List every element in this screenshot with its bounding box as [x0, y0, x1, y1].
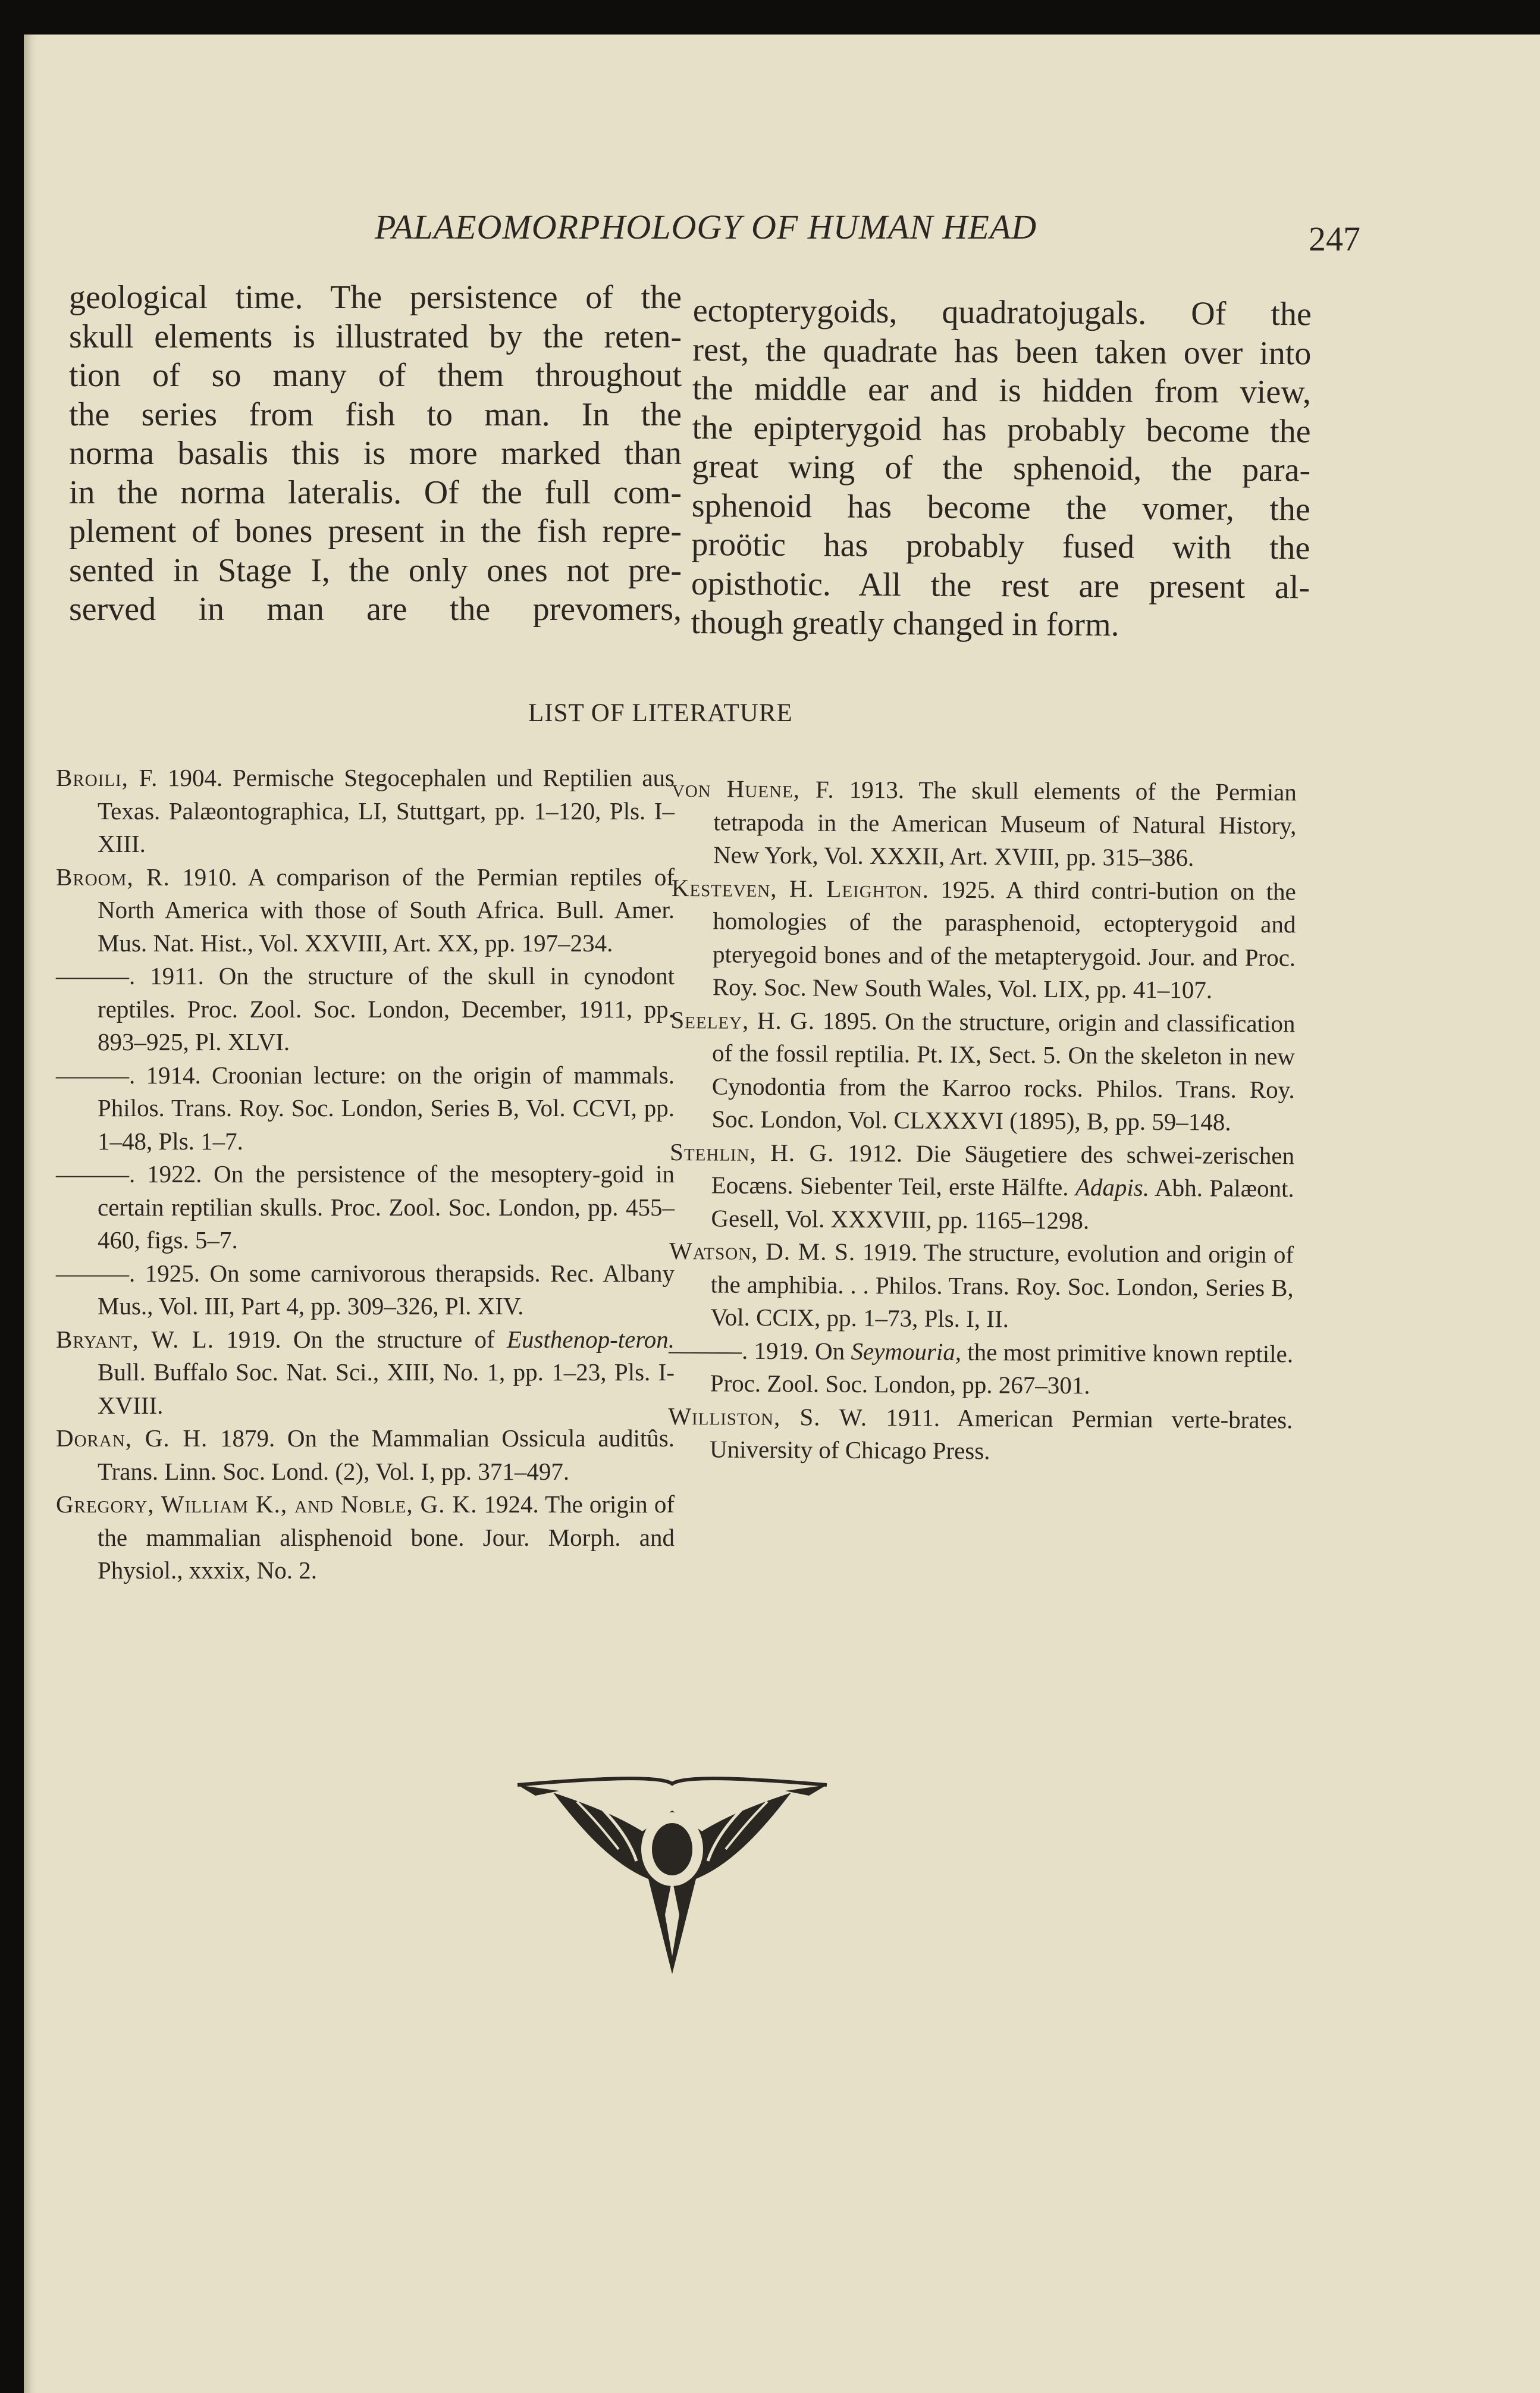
reference-author: Broom, R. [56, 863, 170, 891]
reference-author: Gregory, William K., and Noble, G. K. [56, 1490, 478, 1518]
reference-text-pre: 1912. Die Säugetiere des schwei-zerischen Eocæns. Siebenter Teil, erste Hälfte. [711, 1139, 1295, 1201]
reference-author: ——— [668, 1336, 742, 1364]
literature-heading: LIST OF LITERATURE [528, 699, 793, 727]
text-line: geological time. The persistence of the [69, 279, 682, 316]
reference-author: ——— [56, 1061, 129, 1089]
reference-text: 1924. The origin of the mammalian alisphenoid bone. Jour. Morph. and Physiol., xxxix, No. 2. [98, 1490, 675, 1584]
reference-italic-title: Seymouria, [851, 1337, 962, 1365]
reference-author: Williston, S. W. [668, 1402, 868, 1431]
decorative-tailpiece-ornament [512, 1760, 833, 1980]
body-text-right-column [691, 292, 1312, 646]
reference-text: Bull. Buffalo Soc. Nat. Sci., XIII, No. 1, pp. 1–23, Pls. I-XVIII. [98, 1358, 675, 1419]
reference-entry [56, 762, 675, 861]
reference-text: . 1922. On the persistence of the mesoptery-goid in certain reptilian skulls. Proc. Zool. Soc. London, pp. 455–460, figs. 5–7. [98, 1160, 675, 1254]
reference-author: von Huene, F. [672, 774, 835, 803]
reference-entry [669, 1235, 1294, 1338]
reference-text: 1925. A third contri-bution on the homologies of the parasphenoid, ectopterygoid and pteryegoid bones and of the metapterygoid. Jour. and Proc. Roy. Soc. New South Wales, Vol. LIX, pp. 41–107. [712, 875, 1296, 1004]
reference-entry [56, 960, 675, 1059]
reference-entry [670, 1003, 1295, 1139]
text-line: opisthotic. All the rest are present al- [691, 565, 1310, 606]
reference-author: ——— [56, 962, 129, 989]
reference-text: Abh. Palæont. Gesell, Vol. XXXVIII, pp. 1165–1298. [711, 1173, 1294, 1234]
reference-text: the most primitive known reptile. Proc. Zool. Soc. London, pp. 267–301. [710, 1338, 1294, 1399]
reference-italic-title: Eusthenop-teron. [507, 1325, 675, 1353]
text-line: norma basalis this is more marked than [69, 435, 682, 472]
book-page [24, 35, 1540, 2393]
reference-author: Doran, G. H. [56, 1424, 208, 1452]
reference-author: Watson, D. M. S. [669, 1236, 856, 1266]
reference-italic-title: Adapis. [1075, 1173, 1150, 1201]
reference-entry [56, 1059, 675, 1158]
reference-text: 1895. On the structure, origin and classification of the fossil reptilia. Pt. IX, Sect. 5. On the skeleton in new Cynodontia from the Karroo rocks. Philos. Trans. Roy. Soc. London, Vol. CLXXXVI (1895), B, pp. 59–148. [711, 1007, 1296, 1136]
reference-text: . 1914. Croonian lecture: on the origin of mammals. Philos. Trans. Roy. Soc. London, Series B, Vol. CCVI, pp. 1–48, Pls. 1–7. [98, 1061, 675, 1155]
text-line: rest, the quadrate has been taken over into [692, 331, 1312, 372]
text-line: sented in Stage I, the only ones not pre- [69, 552, 682, 589]
reference-text-pre: 1919. On the structure of [226, 1325, 507, 1353]
reference-text: . 1911. On the structure of the skull in cynodont reptiles. Proc. Zool. Soc. London, December, 1911, pp. 893–925, Pl. XLVI. [98, 962, 675, 1055]
reference-author: ——— [56, 1160, 129, 1188]
reference-entry [669, 1135, 1294, 1238]
references-right-column [668, 772, 1297, 1470]
text-line: sphenoid has become the vomer, the [691, 487, 1310, 528]
reference-text: 1910. A comparison of the Permian reptiles of North America with those of South Africa. Bull. Amer. Mus. Nat. Hist., Vol. XXVIII, Art. XX, pp. 197–234. [98, 863, 675, 957]
reference-entry [56, 1158, 675, 1257]
reference-author: Broili, F. [56, 764, 158, 791]
reference-author: Stehlin, H. G. [669, 1138, 835, 1167]
reference-entry [56, 1422, 675, 1488]
text-line: plement of bones present in the fish repre- [69, 513, 682, 550]
reference-text-pre: . 1919. On [741, 1336, 851, 1365]
reference-text: . 1925. On some carnivorous therapsids. Rec. Albany Mus., Vol. III, Part 4, pp. 309–326, Pl. XIV. [98, 1259, 675, 1320]
page-number: 247 [1309, 220, 1360, 258]
reference-text: 1913. The skull elements of the Permian tetrapoda in the American Museum of Natural History, New York, Vol. XXXII, Art. XVIII, pp. 315–386. [713, 775, 1297, 872]
reference-text: 1904. Permische Stegocephalen und Reptilien aus Texas. Palæontographica, LI, Stuttgart, pp. 1–120, Pls. I–XIII. [98, 764, 675, 857]
reference-entry [668, 1399, 1293, 1469]
text-line: served in man are the prevomers, [69, 591, 682, 628]
reference-author: Kesteven, H. Leighton. [671, 873, 930, 903]
reference-text: 1879. On the Mammalian Ossicula auditûs. Trans. Linn. Soc. Lond. (2), Vol. I, pp. 371–497. [98, 1424, 675, 1485]
text-line: skull elements is illustrated by the reten- [69, 318, 682, 355]
reference-entry [56, 1323, 675, 1423]
text-line: tion of so many of them throughout [69, 357, 682, 394]
references-left-column [56, 762, 675, 1587]
text-line: in the norma lateralis. Of the full com- [69, 474, 682, 511]
reference-entry [672, 772, 1297, 875]
reference-text: 1919. The structure, evolution and origin of the amphibia. . . Philos. Trans. Roy. Soc. London, Series B, Vol. CCIX, pp. 1–73, Pls. I, II. [710, 1238, 1294, 1333]
reference-entry [56, 861, 675, 960]
text-line: ectopterygoids, quadratojugals. Of the [692, 292, 1312, 333]
reference-entry [671, 871, 1296, 1007]
reference-author: Bryant, W. L. [56, 1325, 215, 1353]
text-line: the middle ear and is hidden from view, [692, 369, 1312, 411]
text-line: great wing of the sphenoid, the para- [692, 447, 1311, 489]
reference-author: Seeley, H. G. [670, 1006, 816, 1034]
reference-entry [56, 1257, 675, 1323]
reference-author: ——— [56, 1259, 129, 1287]
body-text-left-column [69, 278, 682, 629]
reference-entry [56, 1488, 675, 1587]
text-line: the series from fish to man. In the [69, 396, 682, 433]
reference-text: 1911. American Permian verte-brates. University of Chicago Press. [709, 1403, 1293, 1465]
text-line: though greatly changed in form. [691, 603, 1119, 644]
text-line: proötic has probably fused with the [691, 525, 1310, 567]
running-title: PALAEOMORPHOLOGY OF HUMAN HEAD [375, 208, 1037, 246]
reference-entry [669, 1333, 1294, 1403]
text-line: the epipterygoid has probably become the [692, 409, 1311, 450]
